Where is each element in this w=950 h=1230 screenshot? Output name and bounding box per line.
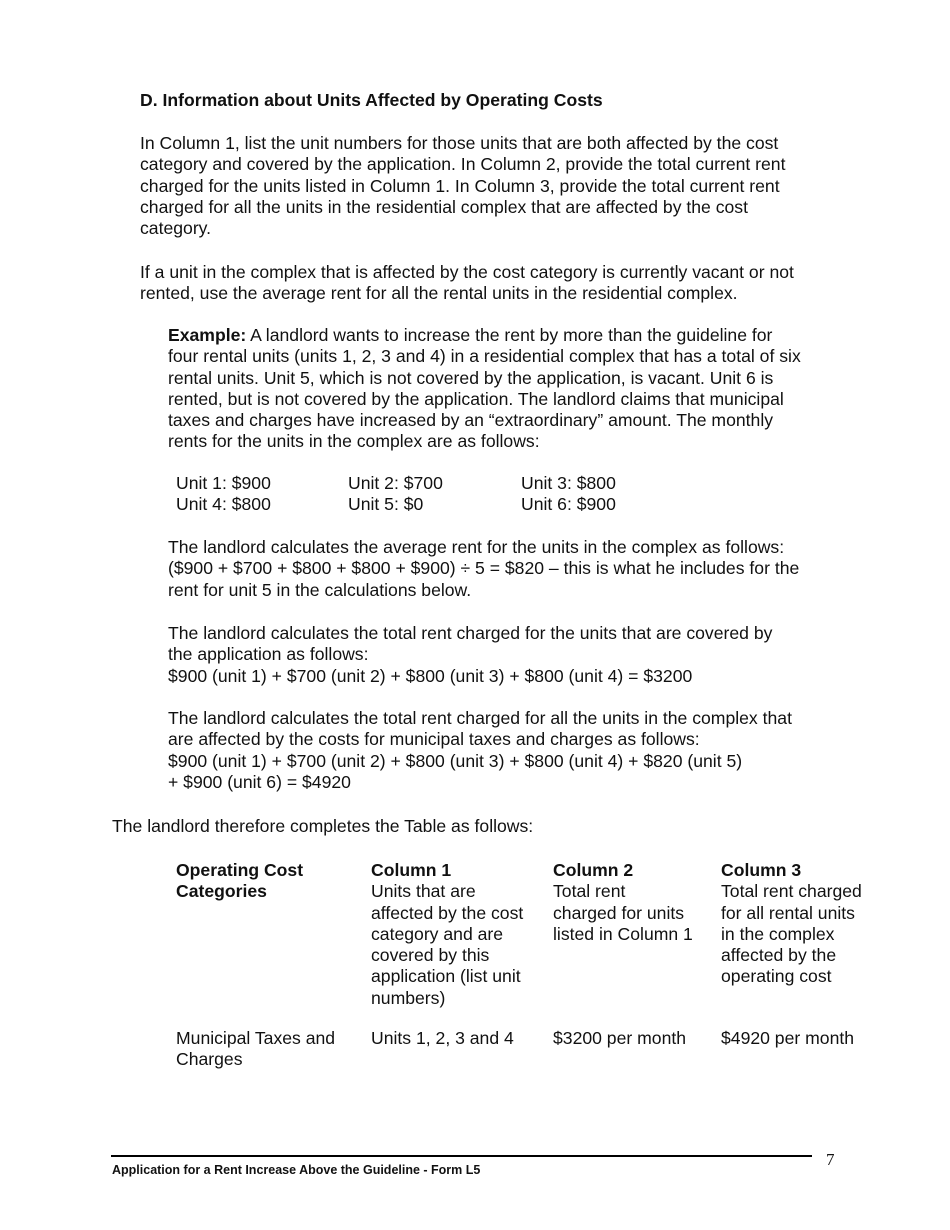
text-line: The landlord calculates the average rent for the units in the complex as follows: bbox=[168, 537, 785, 557]
cell-line: Charges bbox=[176, 1049, 243, 1070]
section-heading: D. Information about Units Affected by Operating Costs bbox=[140, 90, 603, 110]
text-line: are affected by the costs for municipal taxes and charges as follows: bbox=[168, 729, 700, 750]
header-desc-line: in the complex bbox=[721, 923, 835, 944]
header-title: Column 3 bbox=[721, 860, 802, 880]
text-line: + $900 (unit 6) = $4920 bbox=[168, 771, 351, 792]
text-line: If a unit in the complex that is affected by the cost category is currently vacant or not bbox=[140, 262, 794, 282]
header-desc-line: affected by the bbox=[721, 945, 837, 966]
text-line: rent for unit 5 in the calculations below. bbox=[168, 579, 472, 600]
header-desc-line: listed in Column 1 bbox=[553, 923, 693, 944]
header-desc-line: covered by this bbox=[371, 945, 490, 966]
unit-rent: Unit 3: $800 bbox=[521, 473, 616, 493]
text-line: rented, but is not covered by the application. The landlord claims that municipal bbox=[168, 388, 784, 409]
header-desc-line: numbers) bbox=[371, 987, 446, 1008]
table-row-column-2: $3200 per month bbox=[553, 1028, 687, 1048]
vacant-unit-paragraph bbox=[140, 262, 794, 305]
page-number: 7 bbox=[826, 1150, 835, 1169]
table-row-column-1: Units 1, 2, 3 and 4 bbox=[371, 1028, 514, 1048]
text-line: category. bbox=[140, 218, 212, 239]
text-line: $900 (unit 1) + $700 (unit 2) + $800 (unit 3) + $800 (unit 4) = $3200 bbox=[168, 665, 693, 686]
text-line: charged for all the units in the residential complex that are affected by the cost bbox=[140, 196, 748, 217]
header-desc-line: Total rent bbox=[553, 881, 626, 902]
footer-divider bbox=[111, 1155, 812, 1157]
text-line bbox=[168, 325, 801, 346]
text-line: In Column 1, list the unit numbers for those units that are both affected by the cost bbox=[140, 133, 779, 153]
cell-line: Municipal Taxes and bbox=[176, 1028, 336, 1048]
completes-table-text: The landlord therefore completes the Table as follows: bbox=[112, 816, 534, 836]
text-line: rented, use the average rent for all the rental units in the residential complex. bbox=[140, 283, 738, 304]
header-desc-line: for all rental units bbox=[721, 902, 855, 923]
text-line: The landlord calculates the total rent charged for all the units in the complex that bbox=[168, 708, 792, 728]
text-line: charged for the units listed in Column 1. In Column 3, provide the total current rent bbox=[140, 175, 780, 196]
header-desc-line: application (list unit bbox=[371, 966, 521, 987]
text-span: A landlord wants to increase the rent by more than the guideline for bbox=[246, 325, 773, 345]
all-units-calculation bbox=[168, 708, 792, 793]
footer-form-title: Application for a Rent Increase Above the Guideline - Form L5 bbox=[112, 1163, 481, 1177]
text-line: rental units. Unit 5, which is not covered by the application, is vacant. Unit 6 is bbox=[168, 367, 774, 388]
table-header-column-2 bbox=[553, 860, 718, 945]
header-desc-line: operating cost bbox=[721, 966, 832, 987]
text-line: rents for the units in the complex are as follows: bbox=[168, 431, 540, 452]
unit-rent: Unit 2: $700 bbox=[348, 473, 443, 493]
header-desc-line: affected by the cost bbox=[371, 902, 524, 923]
unit-rent: Unit 6: $900 bbox=[521, 494, 616, 514]
header-title: Column 1 bbox=[371, 860, 452, 880]
header-desc-line: category and are bbox=[371, 923, 504, 944]
header-desc-line: charged for units bbox=[553, 902, 685, 923]
text-line: four rental units (units 1, 2, 3 and 4) in a residential complex that has a total of six bbox=[168, 346, 801, 367]
unit-rent: Unit 1: $900 bbox=[176, 473, 271, 493]
unit-rent: Unit 4: $800 bbox=[176, 494, 271, 514]
table-row-category bbox=[176, 1028, 361, 1071]
unit-rent: Unit 5: $0 bbox=[348, 494, 424, 514]
text-line: ($900 + $700 + $800 + $800 + $900) ÷ 5 = $820 – this is what he includes for the bbox=[168, 558, 800, 579]
header-desc-line: Total rent charged bbox=[721, 881, 862, 902]
header-title: Categories bbox=[176, 881, 267, 902]
table-row-column-3: $4920 per month bbox=[721, 1028, 855, 1048]
table-header-category bbox=[176, 860, 356, 903]
example-paragraph bbox=[168, 325, 801, 453]
example-label: Example: bbox=[168, 325, 247, 345]
text-line: category and covered by the application. In Column 2, provide the total current rent bbox=[140, 154, 786, 175]
header-title: Operating Cost bbox=[176, 860, 304, 880]
header-desc-line: Units that are bbox=[371, 881, 476, 902]
text-line: the application as follows: bbox=[168, 644, 369, 665]
covered-units-calculation bbox=[168, 623, 772, 687]
text-line: taxes and charges have increased by an “extraordinary” amount. The monthly bbox=[168, 410, 774, 431]
text-line: The landlord calculates the total rent charged for the units that are covered by bbox=[168, 623, 773, 643]
table-header-column-1 bbox=[371, 860, 551, 1009]
instructions-paragraph bbox=[140, 133, 785, 239]
table-header-column-3 bbox=[721, 860, 891, 988]
text-line: $900 (unit 1) + $700 (unit 2) + $800 (unit 3) + $800 (unit 4) + $820 (unit 5) bbox=[168, 750, 743, 771]
average-rent-calculation bbox=[168, 537, 799, 601]
header-title: Column 2 bbox=[553, 860, 634, 880]
